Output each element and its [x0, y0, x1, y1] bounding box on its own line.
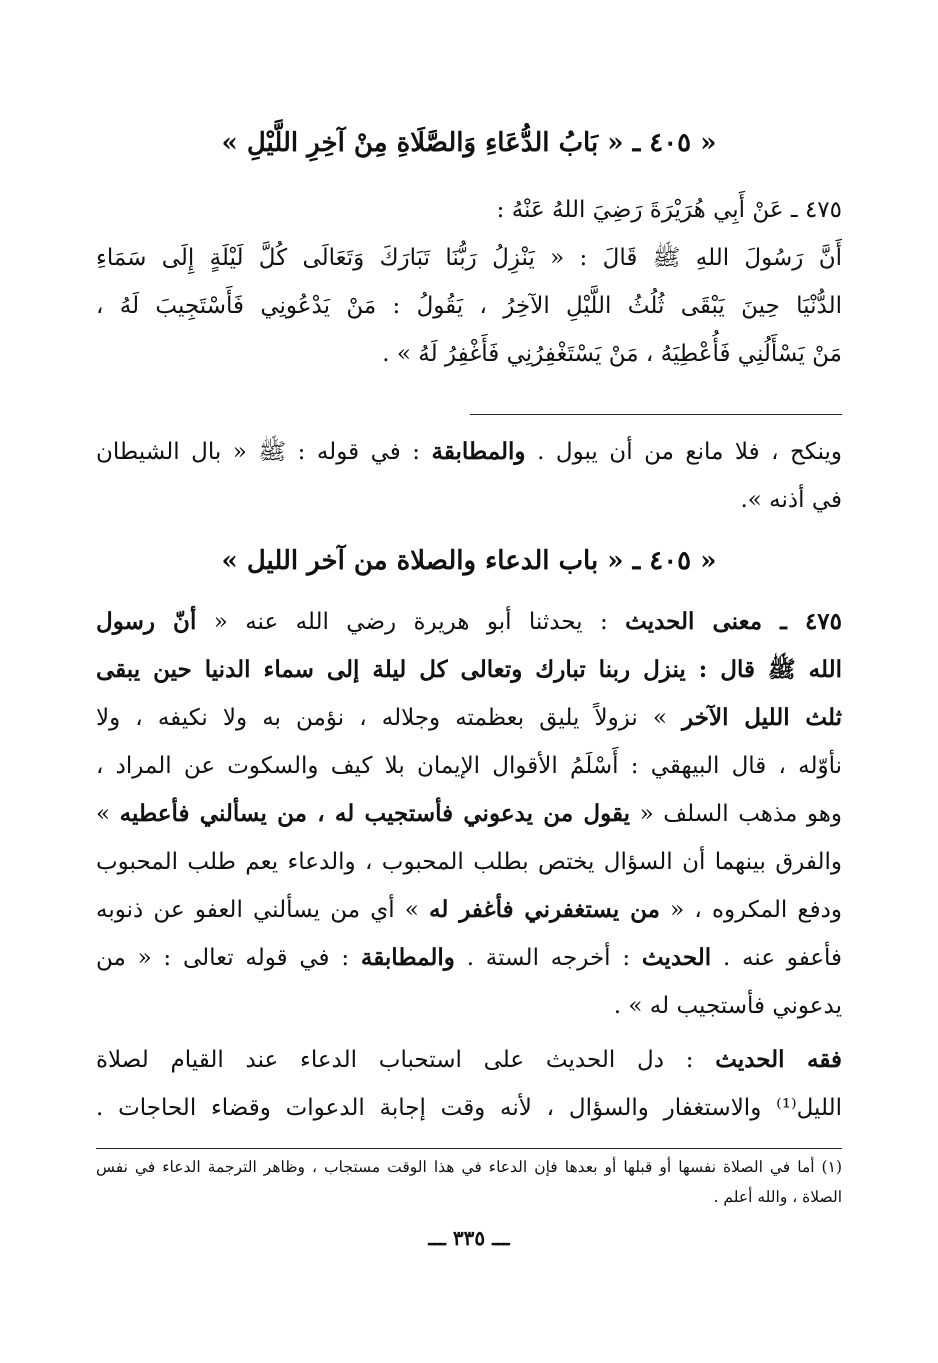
commentary-line: نأوّله ، قال البيهقي : أَسْلَمُ الأقوال الإيمان بلا كيف والسكوت عن المراد ، — [96, 753, 842, 779]
hadith-line: الدُّنْيَا حِينَ يَبْقَى ثُلُثُ اللَّيْلِ الآخِرُ ، يَقُولُ : مَنْ يَدْعُونِي فَأَسْتَجِيبَ لَهُ ، — [96, 293, 842, 319]
hadith-text — [96, 186, 842, 378]
commentary-line: ودفع المكروه ، « من يستغفرني فأغفر له » أي من يسألني العفو عن ذنوبه — [96, 896, 842, 923]
commentary-line: والفرق بينهما أن السؤال يختص بطلب المحبوب ، والدعاء يعم طلب المحبوب — [96, 849, 842, 875]
hadith-line: أَنَّ رَسُولَ اللهِ ﷺ قَالَ : « يَنْزِلُ رَبُّنَا تَبَارَكَ وَتَعَالَى كُلَّ لَيْلَةٍ إِلَى سَمَاءِ — [96, 245, 842, 271]
prev-commentary-line: وينكح ، فلا مانع من أن يبول . والمطابقة : في قوله : ﷺ « بال الشيطان — [96, 438, 843, 465]
section-divider — [470, 414, 842, 415]
hadith-line: ٤٧٥ ـ عَنْ أَبِي هُرَيْرَةَ رَضِيَ اللهُ عَنْهُ : — [496, 197, 842, 223]
hadith-chapter-title: « ٤٠٥ ـ « بَابُ الدُّعَاءِ وَالصَّلَاةِ مِنْ آخِرِ اللَّيْلِ » — [221, 128, 717, 158]
hadith-line: مَنْ يَسْأَلُنِي فَأُعْطِيَهُ ، مَنْ يَسْتَغْفِرُنِي فَأَغْفِرُ لَهُ » . — [382, 341, 842, 367]
fiqh-line: فقه الحديث : دل الحديث على استحباب الدعاء عند القيام لصلاة — [96, 1046, 842, 1073]
fiqh-section — [96, 1036, 842, 1132]
footnote — [96, 1152, 842, 1212]
commentary-line: الله ﷺ قال : ينزل ربنا تبارك وتعالى كل ليلة إلى سماء الدنيا حين يبقى — [96, 656, 842, 683]
prev-commentary — [96, 428, 842, 524]
commentary-line: فأعفو عنه . الحديث : أخرجه الستة . والمطابقة : في قوله تعالى : « من — [96, 944, 843, 971]
commentary-chapter-title: « ٤٠٥ ـ « باب الدعاء والصلاة من آخر الليل » — [221, 546, 717, 576]
commentary-text — [96, 598, 842, 1030]
footnote-line: الصلاة ، والله أعلم . — [713, 1188, 842, 1206]
commentary-line: وهو مذهب السلف « يقول من يدعوني فأستجيب له ، من يسألني فأعطيه » — [96, 800, 842, 827]
commentary-line: ثلث الليل الآخر » نزولاً يليق بعظمته وجلاله ، نؤمن به ولا نكيفه ، ولا — [96, 704, 842, 731]
page-number: ـــ ٣٣٥ ـــ — [428, 1226, 510, 1250]
footnote-line: (١) أما في الصلاة نفسها أو قبلها أو بعدها فإن الدعاء في هذا الوقت مستجاب ، وظاهر الترجمة الدعاء في نفس — [96, 1158, 842, 1176]
prev-commentary-line: في أذنه ». — [740, 487, 842, 513]
commentary-line: يدعوني فأستجيب له » . — [613, 993, 842, 1019]
fiqh-line: الليل⁽¹⁾ والاستغفار والسؤال ، لأنه وقت إجابة الدعوات وقضاء الحاجات . — [96, 1095, 842, 1121]
footnote-divider — [96, 1148, 842, 1149]
commentary-line: ٤٧٥ ـ معنى الحديث : يحدثنا أبو هريرة رضي الله عنه « أنّ رسول — [96, 608, 843, 635]
